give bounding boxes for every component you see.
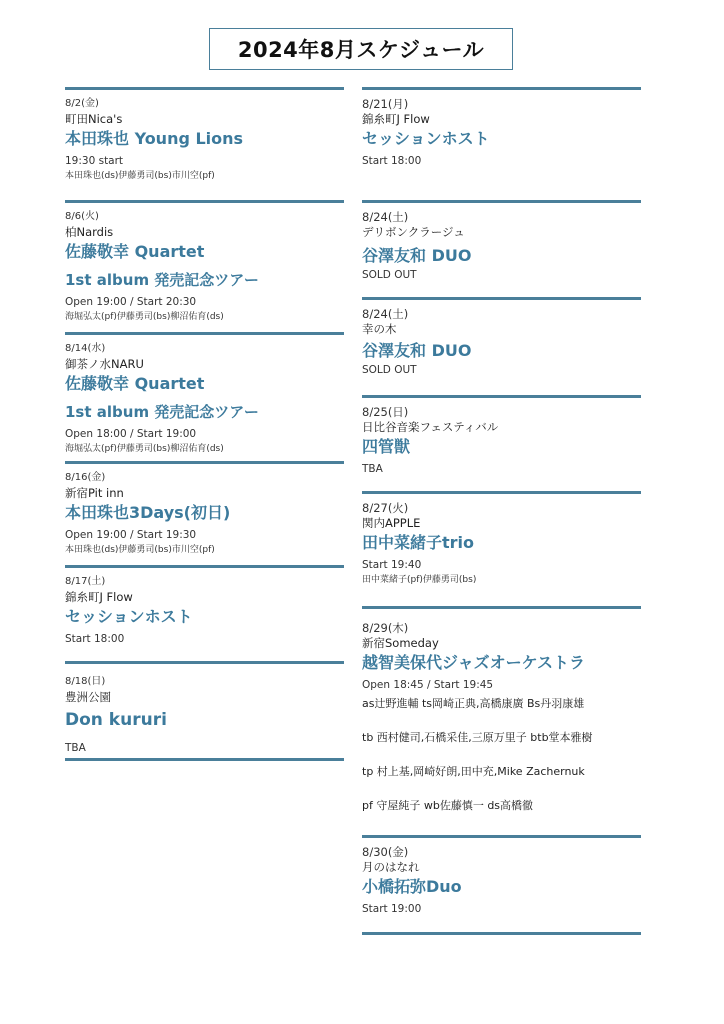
event-time: Open 18:00 / Start 19:00 [65, 428, 197, 440]
event-act: 本田珠也 Young Lions [65, 129, 244, 148]
member-line: as辻野進輔 ts岡崎正典,高橋康廣 Bs丹羽康雄 [362, 697, 585, 710]
schedule-entry [362, 300, 641, 395]
event-time: Open 19:00 / Start 19:30 [65, 529, 197, 541]
event-act: セッションホスト [65, 607, 193, 626]
event-members: 田中菜緒子(pf)伊藤勇司(bs) [362, 575, 477, 585]
schedule-entry [65, 568, 344, 661]
event-time: Open 18:45 / Start 19:45 [362, 679, 494, 691]
event-date: 8/14(水) [65, 343, 106, 354]
event-time: Start 19:40 [362, 559, 422, 571]
event-time: Open 19:00 / Start 20:30 [65, 296, 197, 308]
schedule-entry [362, 838, 641, 932]
event-members: 本田珠也(ds)伊藤勇司(bs)市川空(pf) [65, 545, 215, 555]
event-time: SOLD OUT [362, 364, 417, 376]
schedule-entry [362, 90, 641, 200]
event-venue: 錦糸町J Flow [362, 112, 430, 126]
event-time: SOLD OUT [362, 269, 417, 281]
event-date: 8/21(月) [362, 97, 409, 111]
schedule-entry [65, 90, 344, 200]
event-venue: 日比谷音楽フェスティバル [362, 420, 499, 434]
event-date: 8/27(火) [362, 501, 409, 515]
event-venue: 柏Nardis [65, 225, 114, 239]
divider [65, 758, 344, 761]
event-venue: 豊洲公園 [65, 690, 111, 704]
event-act: 本田珠也3Days(初日) [65, 503, 231, 522]
member-line: tb 西村健司,石橋采佳,三原万里子 btb堂本雅樹 [362, 731, 593, 744]
schedule-entry [65, 664, 344, 758]
page-title: 2024年8月スケジュール [209, 28, 513, 70]
schedule-entry [362, 398, 641, 491]
event-act: セッションホスト [362, 129, 490, 148]
event-act: 四管獣 [362, 437, 411, 456]
event-act: 谷澤友和 DUO [362, 341, 472, 360]
schedule-entry [65, 335, 344, 461]
event-venue: デリボンクラージュ [362, 225, 465, 239]
event-venue: 新宿Pit inn [65, 486, 124, 500]
event-members: 海堀弘太(pf)伊藤勇司(bs)柳沼佑育(ds) [65, 444, 224, 454]
event-time: TBA [65, 742, 86, 754]
event-act: 谷澤友和 DUO [362, 246, 472, 265]
event-subtitle: 1st album 発売記念ツアー [65, 271, 259, 289]
event-act: 田中菜緒子trio [362, 533, 475, 552]
event-date: 8/16(金) [65, 472, 106, 483]
event-date: 8/18(日) [65, 676, 106, 687]
member-line: tp 村上基,岡崎好朗,田中充,Mike Zachernuk [362, 765, 585, 778]
event-subtitle: 1st album 発売記念ツアー [65, 403, 259, 421]
event-venue: 町田Nica's [65, 112, 123, 126]
event-venue: 幸の木 [362, 322, 397, 336]
event-act: Don kururi [65, 710, 167, 730]
event-act: 小橋拓弥Duo [362, 877, 462, 896]
event-act: 佐藤敬幸 Quartet [65, 374, 205, 393]
event-venue: 月のはなれ [362, 860, 420, 874]
member-line: pf 守屋純子 wb佐藤慎一 ds高橋徹 [362, 799, 534, 812]
schedule-entry [362, 609, 641, 835]
event-time: Start 18:00 [65, 633, 125, 645]
event-date: 8/2(金) [65, 98, 99, 109]
event-time: 19:30 start [65, 155, 124, 167]
divider [362, 932, 641, 935]
event-venue: 関内APPLE [362, 516, 421, 530]
event-date: 8/6(火) [65, 211, 99, 222]
event-time: Start 18:00 [362, 155, 422, 167]
event-members: 本田珠也(ds)伊藤勇司(bs)市川空(pf) [65, 171, 215, 181]
event-date: 8/25(日) [362, 405, 409, 419]
event-date: 8/29(木) [362, 621, 409, 635]
event-act: 越智美保代ジャズオーケストラ [362, 653, 586, 672]
schedule-entry [362, 494, 641, 606]
event-venue: 御茶ノ水NARU [65, 357, 144, 371]
schedule-entry [65, 203, 344, 332]
event-date: 8/24(土) [362, 307, 409, 321]
schedule-entry [65, 464, 344, 565]
event-date: 8/17(土) [65, 576, 106, 587]
event-venue: 錦糸町J Flow [65, 590, 133, 604]
event-date: 8/24(土) [362, 210, 409, 224]
event-venue: 新宿Someday [362, 636, 439, 650]
schedule-column-right [362, 87, 641, 935]
event-time: Start 19:00 [362, 903, 422, 915]
schedule-entry [362, 203, 641, 297]
schedule-column-left [65, 87, 344, 761]
event-time: TBA [362, 463, 383, 475]
event-date: 8/30(金) [362, 845, 409, 859]
event-act: 佐藤敬幸 Quartet [65, 242, 205, 261]
event-members: 海堀弘太(pf)伊藤勇司(bs)柳沼佑育(ds) [65, 312, 224, 322]
